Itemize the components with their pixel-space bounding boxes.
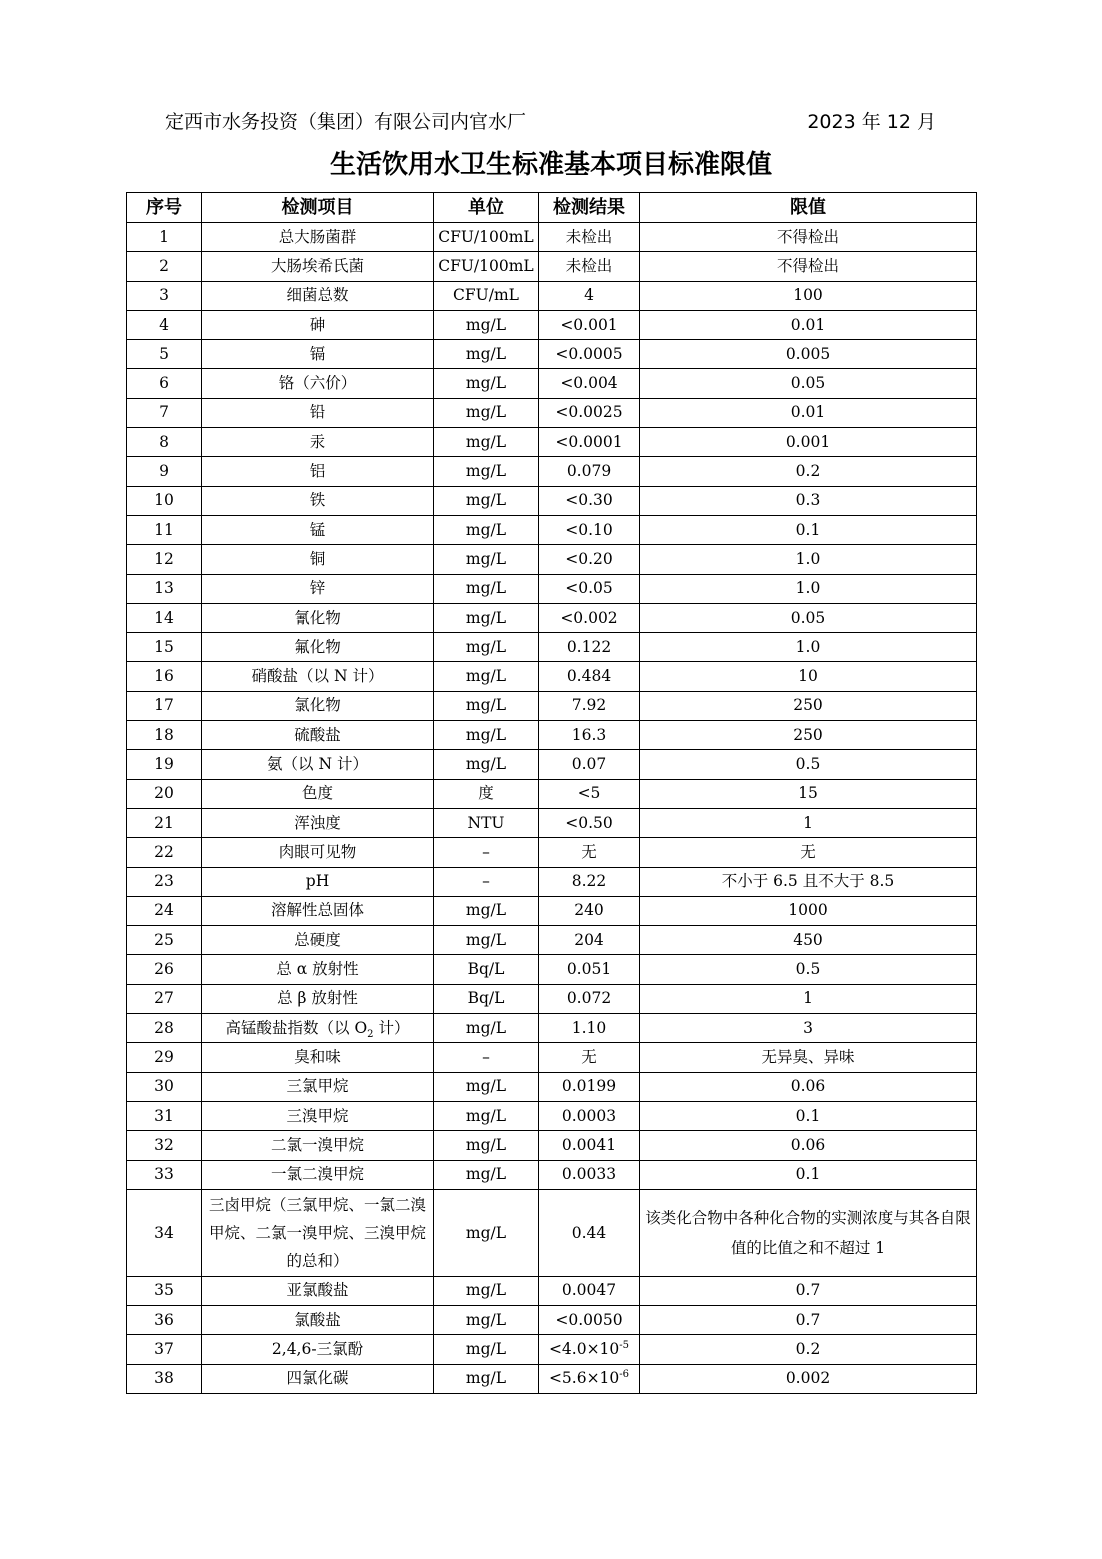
cell-item: 铅 [202, 398, 434, 427]
cell-no: 38 [127, 1364, 202, 1393]
cell-item: 三氯甲烷 [202, 1072, 434, 1101]
cell-result: <0.0025 [539, 398, 640, 427]
cell-limit: 0.06 [640, 1072, 977, 1101]
cell-result: 204 [539, 926, 640, 955]
cell-item: 铝 [202, 457, 434, 486]
cell-limit: 0.002 [640, 1364, 977, 1393]
cell-limit: 0.2 [640, 457, 977, 486]
cell-result: <0.002 [539, 603, 640, 632]
cell-item: 汞 [202, 428, 434, 457]
cell-no: 11 [127, 515, 202, 544]
cell-item: 氰化物 [202, 603, 434, 632]
cell-limit: 0.1 [640, 1160, 977, 1189]
cell-result: <0.0050 [539, 1306, 640, 1335]
cell-unit: mg/L [434, 1131, 539, 1160]
cell-item: 高锰酸盐指数（以 $O_2$ 计） [202, 1014, 434, 1043]
cell-item: 臭和味 [202, 1043, 434, 1072]
cell-limit: 0.5 [640, 955, 977, 984]
cell-no: 14 [127, 603, 202, 632]
cell-no: 32 [127, 1131, 202, 1160]
cell-item: 四氯化碳 [202, 1364, 434, 1393]
cell-result: 0.484 [539, 662, 640, 691]
cell-unit: mg/L [434, 486, 539, 515]
cell-result: 无 [539, 838, 640, 867]
cell-result: 0.0033 [539, 1160, 640, 1189]
cell-unit: mg/L [434, 398, 539, 427]
cell-unit: mg/L [434, 457, 539, 486]
cell-unit: mg/L [434, 662, 539, 691]
cell-limit: 450 [640, 926, 977, 955]
table-row [127, 838, 977, 867]
cell-no: 37 [127, 1335, 202, 1364]
cell-limit: 0.05 [640, 603, 977, 632]
cell-item: 锌 [202, 574, 434, 603]
cell-limit: 1 [640, 984, 977, 1013]
cell-unit: mg/L [434, 1276, 539, 1305]
cell-no: 33 [127, 1160, 202, 1189]
cell-item: 硝酸盐（以 N 计） [202, 662, 434, 691]
cell-limit: 250 [640, 721, 977, 750]
cell-no: 35 [127, 1276, 202, 1305]
cell-limit: 1 [640, 808, 977, 837]
cell-no: 13 [127, 574, 202, 603]
cell-limit: 250 [640, 691, 977, 720]
cell-item: 细菌总数 [202, 281, 434, 310]
cell-limit: 1.0 [640, 574, 977, 603]
cell-result: 0.051 [539, 955, 640, 984]
cell-unit: CFU/100mL [434, 223, 539, 252]
table-row [127, 1014, 977, 1043]
table-row [127, 486, 977, 515]
cell-unit: CFU/mL [434, 281, 539, 310]
table-row [127, 603, 977, 632]
cell-unit: mg/L [434, 926, 539, 955]
cell-unit: Bq/L [434, 984, 539, 1013]
table-row [127, 1043, 977, 1072]
table-row [127, 1335, 977, 1364]
cell-item: 二氯一溴甲烷 [202, 1131, 434, 1160]
cell-item: 氟化物 [202, 633, 434, 662]
cell-result: <0.004 [539, 369, 640, 398]
cell-item: 亚氯酸盐 [202, 1276, 434, 1305]
cell-result: 8.22 [539, 867, 640, 896]
cell-item: 大肠埃希氏菌 [202, 252, 434, 281]
cell-limit: 0.3 [640, 486, 977, 515]
cell-unit: mg/L [434, 310, 539, 339]
table-row [127, 281, 977, 310]
cell-result: <0.05 [539, 574, 640, 603]
cell-item: 铜 [202, 545, 434, 574]
cell-unit: – [434, 867, 539, 896]
cell-unit: mg/L [434, 1364, 539, 1393]
cell-unit: mg/L [434, 1189, 539, 1276]
cell-no: 19 [127, 750, 202, 779]
cell-no: 3 [127, 281, 202, 310]
cell-no: 12 [127, 545, 202, 574]
cell-unit: CFU/100mL [434, 252, 539, 281]
cell-item: 三卤甲烷（三氯甲烷、一氯二溴甲烷、二氯一溴甲烷、三溴甲烷的总和） [202, 1189, 434, 1276]
cell-no: 28 [127, 1014, 202, 1043]
table-row [127, 779, 977, 808]
cell-limit: 1.0 [640, 545, 977, 574]
cell-limit: 0.2 [640, 1335, 977, 1364]
cell-item: 2,4,6-三氯酚 [202, 1335, 434, 1364]
table-row [127, 750, 977, 779]
table-row [127, 428, 977, 457]
cell-no: 20 [127, 779, 202, 808]
table-row [127, 340, 977, 369]
cell-no: 17 [127, 691, 202, 720]
table-row [127, 1276, 977, 1305]
cell-no: 16 [127, 662, 202, 691]
cell-result: <0.001 [539, 310, 640, 339]
column-header-unit: 单位 [434, 193, 539, 223]
cell-unit: mg/L [434, 721, 539, 750]
table-row [127, 1160, 977, 1189]
cell-result: 0.122 [539, 633, 640, 662]
cell-result: <0.10 [539, 515, 640, 544]
cell-unit: mg/L [434, 691, 539, 720]
cell-unit: mg/L [434, 1306, 539, 1335]
document-header [165, 107, 936, 135]
cell-unit: mg/L [434, 633, 539, 662]
cell-result: 无 [539, 1043, 640, 1072]
cell-limit: 0.7 [640, 1276, 977, 1305]
cell-no: 25 [127, 926, 202, 955]
cell-item: 三溴甲烷 [202, 1101, 434, 1130]
cell-limit: 无异臭、异味 [640, 1043, 977, 1072]
cell-result: <0.30 [539, 486, 640, 515]
cell-limit: 0.01 [640, 310, 977, 339]
table-row [127, 867, 977, 896]
cell-item: 浑浊度 [202, 808, 434, 837]
cell-no: 27 [127, 984, 202, 1013]
cell-no: 31 [127, 1101, 202, 1130]
cell-no: 23 [127, 867, 202, 896]
cell-result: <0.50 [539, 808, 640, 837]
cell-unit: mg/L [434, 369, 539, 398]
cell-unit: NTU [434, 808, 539, 837]
cell-no: 34 [127, 1189, 202, 1276]
cell-no: 7 [127, 398, 202, 427]
table-row [127, 545, 977, 574]
cell-no: 15 [127, 633, 202, 662]
table-row [127, 926, 977, 955]
cell-limit: 0.005 [640, 340, 977, 369]
cell-no: 36 [127, 1306, 202, 1335]
cell-result: 240 [539, 896, 640, 925]
cell-limit: 该类化合物中各种化合物的实测浓度与其各自限值的比值之和不超过 1 [640, 1189, 977, 1276]
cell-unit: mg/L [434, 340, 539, 369]
table-row [127, 310, 977, 339]
cell-item: 总 β 放射性 [202, 984, 434, 1013]
cell-result: 0.0041 [539, 1131, 640, 1160]
cell-item: 铬（六价） [202, 369, 434, 398]
table-row [127, 1131, 977, 1160]
cell-limit: 1.0 [640, 633, 977, 662]
cell-limit: 0.5 [640, 750, 977, 779]
cell-item: pH [202, 867, 434, 896]
cell-item: 肉眼可见物 [202, 838, 434, 867]
cell-no: 5 [127, 340, 202, 369]
table-row [127, 369, 977, 398]
table-row [127, 1364, 977, 1393]
cell-no: 10 [127, 486, 202, 515]
cell-result: 7.92 [539, 691, 640, 720]
cell-result: 0.44 [539, 1189, 640, 1276]
column-header-limit: 限值 [640, 193, 977, 223]
table-row [127, 223, 977, 252]
cell-item: 硫酸盐 [202, 721, 434, 750]
cell-result: 未检出 [539, 223, 640, 252]
cell-item: 砷 [202, 310, 434, 339]
cell-limit: 0.7 [640, 1306, 977, 1335]
cell-limit: 不小于 6.5 且不大于 8.5 [640, 867, 977, 896]
table-row [127, 896, 977, 925]
cell-limit: 0.01 [640, 398, 977, 427]
organization-name: 定西市水务投资（集团）有限公司内官水厂 [165, 111, 527, 133]
cell-result: 0.0003 [539, 1101, 640, 1130]
cell-result: <5 [539, 779, 640, 808]
cell-no: 8 [127, 428, 202, 457]
cell-unit: – [434, 838, 539, 867]
cell-item: 总 α 放射性 [202, 955, 434, 984]
document-title: 生活饮用水卫生标准基本项目标准限值 [329, 150, 772, 180]
cell-unit: mg/L [434, 1335, 539, 1364]
cell-limit: 15 [640, 779, 977, 808]
cell-result: 16.3 [539, 721, 640, 750]
cell-result: <0.0001 [539, 428, 640, 457]
cell-no: 18 [127, 721, 202, 750]
cell-result: 0.0199 [539, 1072, 640, 1101]
cell-item: 氯化物 [202, 691, 434, 720]
cell-no: 1 [127, 223, 202, 252]
cell-item: 铁 [202, 486, 434, 515]
cell-no: 30 [127, 1072, 202, 1101]
cell-item: 镉 [202, 340, 434, 369]
cell-no: 4 [127, 310, 202, 339]
table-row [127, 662, 977, 691]
cell-limit: 0.1 [640, 1101, 977, 1130]
cell-result: $<4.0\times 10^{-5}$ [539, 1335, 640, 1364]
standards-table [126, 192, 977, 1394]
table-row [127, 398, 977, 427]
cell-result: 0.079 [539, 457, 640, 486]
cell-unit: mg/L [434, 1014, 539, 1043]
table-row [127, 808, 977, 837]
table-row [127, 955, 977, 984]
cell-item: 溶解性总固体 [202, 896, 434, 925]
cell-item: 总硬度 [202, 926, 434, 955]
cell-unit: mg/L [434, 896, 539, 925]
cell-unit: mg/L [434, 545, 539, 574]
table-header-row [127, 193, 977, 223]
cell-result: 未检出 [539, 252, 640, 281]
cell-unit: – [434, 1043, 539, 1072]
table-body [127, 223, 977, 1394]
table-row [127, 691, 977, 720]
cell-result: 0.0047 [539, 1276, 640, 1305]
cell-no: 21 [127, 808, 202, 837]
cell-result: 1.10 [539, 1014, 640, 1043]
cell-unit: mg/L [434, 428, 539, 457]
cell-unit: mg/L [434, 1160, 539, 1189]
cell-item: 总大肠菌群 [202, 223, 434, 252]
table-row [127, 1306, 977, 1335]
cell-no: 2 [127, 252, 202, 281]
cell-limit: 0.1 [640, 515, 977, 544]
cell-unit: mg/L [434, 603, 539, 632]
table-row [127, 252, 977, 281]
cell-no: 29 [127, 1043, 202, 1072]
cell-limit: 1000 [640, 896, 977, 925]
cell-unit: mg/L [434, 750, 539, 779]
table-row [127, 515, 977, 544]
cell-item: 色度 [202, 779, 434, 808]
report-date: 2023 年 12 月 [807, 111, 936, 133]
cell-result: $<5.6\times 10^{-6}$ [539, 1364, 640, 1393]
cell-result: 4 [539, 281, 640, 310]
cell-limit: 10 [640, 662, 977, 691]
cell-item: 一氯二溴甲烷 [202, 1160, 434, 1189]
cell-item: 氯酸盐 [202, 1306, 434, 1335]
cell-limit: 3 [640, 1014, 977, 1043]
column-header-result: 检测结果 [539, 193, 640, 223]
table-row [127, 1101, 977, 1130]
cell-result: 0.07 [539, 750, 640, 779]
cell-unit: mg/L [434, 574, 539, 603]
cell-result: <0.20 [539, 545, 640, 574]
cell-limit: 无 [640, 838, 977, 867]
cell-limit: 100 [640, 281, 977, 310]
table-row [127, 984, 977, 1013]
table-row [127, 1072, 977, 1101]
cell-item: 锰 [202, 515, 434, 544]
cell-limit: 不得检出 [640, 223, 977, 252]
cell-limit: 0.06 [640, 1131, 977, 1160]
cell-result: <0.0005 [539, 340, 640, 369]
cell-unit: 度 [434, 779, 539, 808]
cell-no: 22 [127, 838, 202, 867]
cell-unit: mg/L [434, 1072, 539, 1101]
cell-no: 6 [127, 369, 202, 398]
table-row [127, 457, 977, 486]
table-row [127, 574, 977, 603]
cell-no: 26 [127, 955, 202, 984]
column-header-item: 检测项目 [202, 193, 434, 223]
cell-unit: mg/L [434, 1101, 539, 1130]
cell-item: 氨（以 N 计） [202, 750, 434, 779]
table-row [127, 1189, 977, 1276]
cell-unit: mg/L [434, 515, 539, 544]
table-row [127, 721, 977, 750]
cell-unit: Bq/L [434, 955, 539, 984]
cell-limit: 不得检出 [640, 252, 977, 281]
column-header-no: 序号 [127, 193, 202, 223]
cell-no: 9 [127, 457, 202, 486]
table-row [127, 633, 977, 662]
cell-no: 24 [127, 896, 202, 925]
cell-result: 0.072 [539, 984, 640, 1013]
cell-limit: 0.05 [640, 369, 977, 398]
cell-limit: 0.001 [640, 428, 977, 457]
